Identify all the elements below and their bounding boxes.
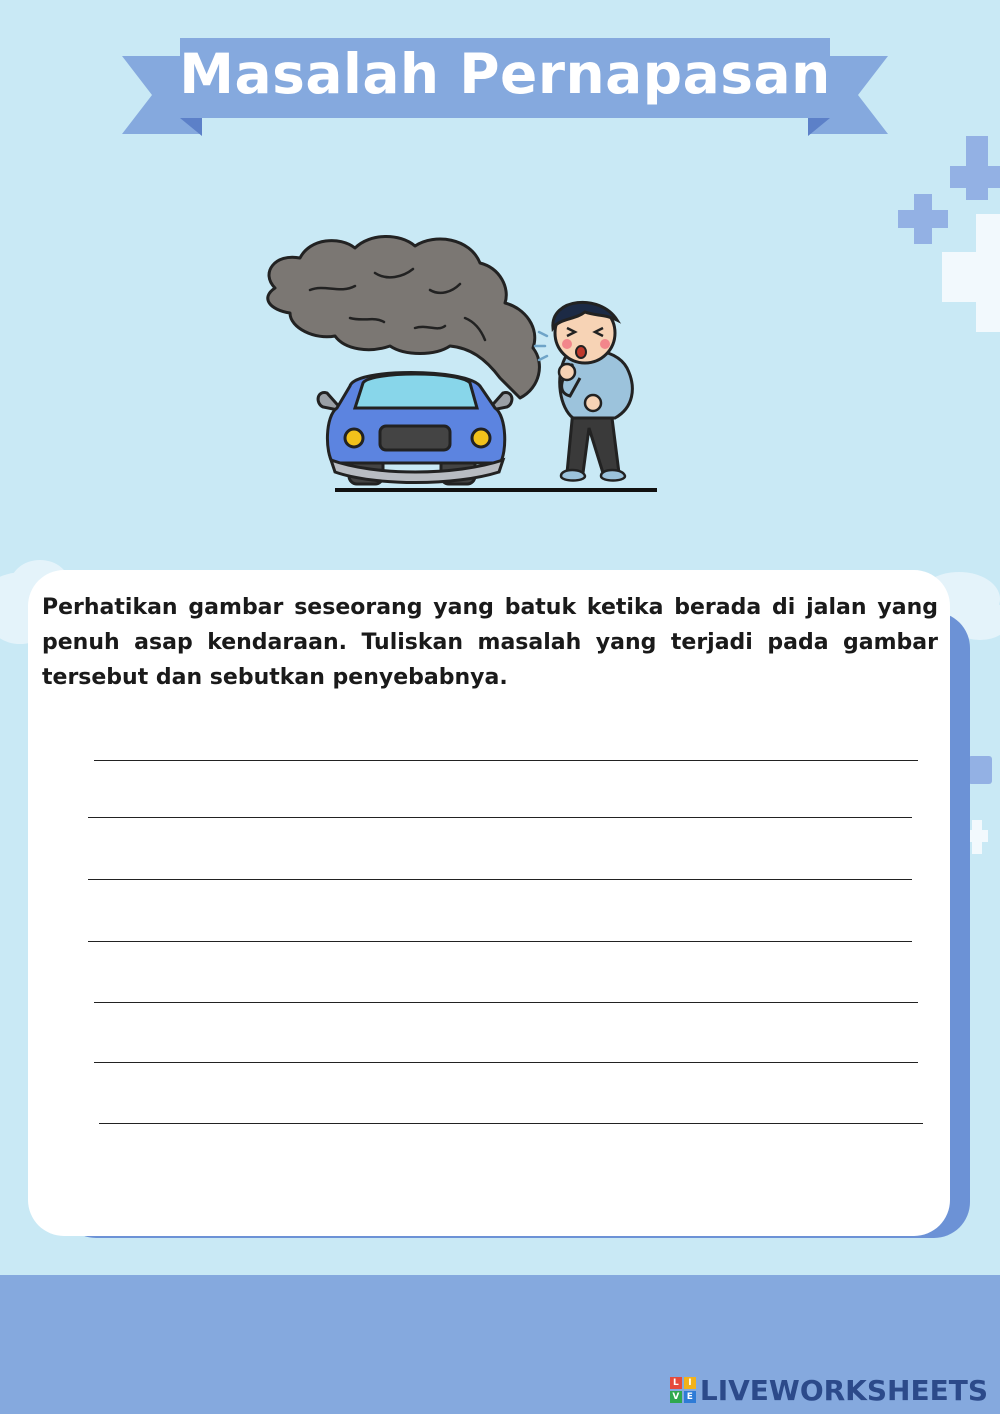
answer-line[interactable] xyxy=(88,879,912,880)
answer-line[interactable] xyxy=(99,1123,923,1124)
car-smoke-coughing-person-icon xyxy=(255,228,665,498)
answer-line[interactable] xyxy=(94,760,918,761)
ribbon-fold-icon xyxy=(180,118,202,136)
answer-line[interactable] xyxy=(94,1002,918,1003)
liveworksheets-brand xyxy=(670,1372,988,1408)
brand-name: LIVEWORKSHEETS xyxy=(699,1373,988,1407)
answer-line[interactable] xyxy=(88,941,912,942)
title-ribbon xyxy=(122,38,888,138)
ribbon-fold-icon xyxy=(808,118,830,136)
logo-letter: I xyxy=(684,1377,696,1389)
logo-letter: E xyxy=(684,1391,696,1403)
logo-letter: L xyxy=(670,1377,682,1389)
instruction-text: Perhatikan gambar seseorang yang batuk ketika berada di jalan yang penuh asap kendaraan. Tuliskan masalah yang terjadi pada gambar tersebut dan sebutkan penyebabnya. xyxy=(42,595,938,690)
answer-line[interactable] xyxy=(88,817,912,818)
logo-letter: V xyxy=(670,1391,682,1403)
page-title: Masalah Pernapasan xyxy=(179,42,831,106)
answer-line[interactable] xyxy=(94,1062,918,1063)
plus-decoration-icon xyxy=(896,136,1000,336)
liveworksheets-logo-icon xyxy=(670,1377,696,1403)
plus-decoration-icon xyxy=(968,752,1000,862)
